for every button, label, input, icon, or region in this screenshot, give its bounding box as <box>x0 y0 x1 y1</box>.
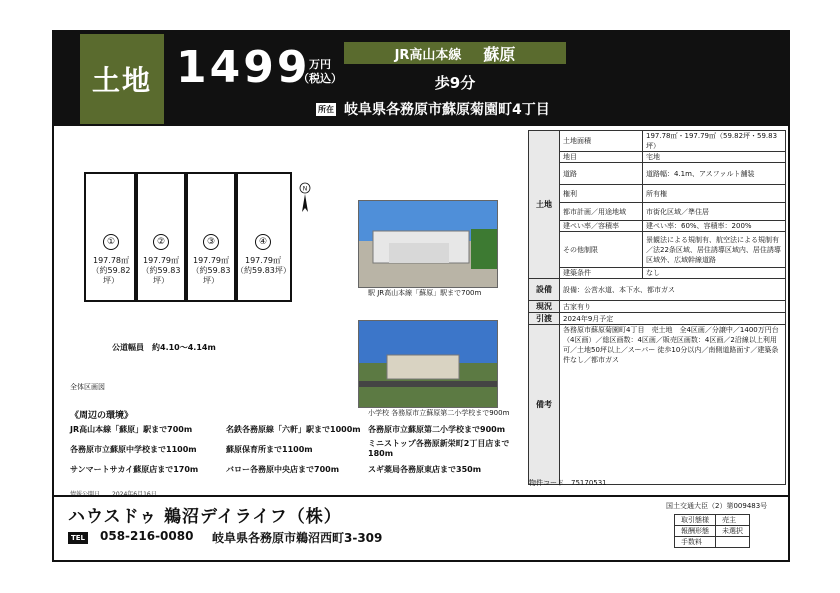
price-unit-yen: 万円 <box>309 58 331 71</box>
lot-area <box>236 256 290 276</box>
station-photo <box>358 200 498 288</box>
rail-line-name: JR高山本線 <box>394 47 462 63</box>
lot-area-tsubo: （約59.83坪） <box>236 266 291 275</box>
surroundings-item: 蘇原保育所まで1100m <box>226 445 313 454</box>
trade-key: 取引態様 <box>675 515 716 526</box>
lot-area <box>136 256 186 286</box>
trade-key: 手数料 <box>675 537 716 548</box>
lot-area-tsubo: （約59.82坪） <box>91 266 131 285</box>
phone-number[interactable]: 058-216-0080 <box>100 529 194 543</box>
spec-remarks-value: 各務原市蘇原菊園町4丁目 売土地 全4区画／分譲中／1400万円台（4区画）／総区画数：4区画／販売区画数：4区画／2沿線以上利用可／土地50坪以上／スーパー 徒歩10分以内／南側道路面す／建築条件なし／都市ガス <box>560 325 786 485</box>
office-address: 岐阜県各務原市鵜沼西町3-309 <box>212 531 383 545</box>
lot-number: ② <box>153 234 169 250</box>
spec-group-land: 土地 <box>529 131 560 279</box>
spec-current-value: 古家有り <box>560 301 786 313</box>
surroundings-item: JR高山本線「蘇原」駅まで700m <box>70 425 193 434</box>
north-arrow-icon <box>298 182 312 216</box>
lot-number: ③ <box>203 234 219 250</box>
walk-time: 歩9分 <box>434 74 476 92</box>
surroundings-item: サンマートサカイ蘇原店まで170m <box>70 465 199 474</box>
lot-area <box>86 256 136 286</box>
lot-area <box>186 256 236 286</box>
spec-value: 市街化区域／準住居 <box>643 203 786 221</box>
lot-number: ④ <box>255 234 271 250</box>
surroundings-item: ミニストップ各務原新栄町2丁目店まで180m <box>368 439 510 458</box>
spec-key: 権利 <box>560 185 643 203</box>
spec-value: 所有権 <box>643 185 786 203</box>
trade-key: 報酬形態 <box>675 526 716 537</box>
flyer-page <box>52 30 790 562</box>
spec-key: 道路 <box>560 163 643 185</box>
spec-key: その他制限 <box>560 232 643 268</box>
property-address: 岐阜県各務原市蘇原菊園町4丁目 <box>344 102 550 118</box>
lot-area-sqm: 197.78㎡ <box>93 256 129 265</box>
spec-value: 宅地 <box>643 152 786 163</box>
station-line-box <box>344 42 566 64</box>
spec-value: 景観法による規制有、航空法による規制有／法22条区域、居住誘導区域内、居住誘導区域外、広域幹線道路 <box>643 232 786 268</box>
trade-value <box>716 537 750 548</box>
license-number: 国土交通大臣（2）第009483号 <box>666 502 768 510</box>
surroundings-item: スギ薬局各務原東店まで350m <box>368 465 482 474</box>
lot-1 <box>84 172 138 302</box>
trade-terms-table <box>674 514 750 548</box>
surroundings-item: バロー各務原中央店まで700m <box>226 465 340 474</box>
tel-label: TEL <box>68 532 88 544</box>
address-label: 所在 <box>318 105 334 114</box>
spec-key: 土地面積 <box>560 131 643 152</box>
surroundings-item: 名鉄各務原線「六軒」駅まで1000m <box>226 425 361 434</box>
north-label: N <box>302 185 308 193</box>
property-type-label: 土地 <box>80 34 164 124</box>
spec-key: 都市計画／用途地域 <box>560 203 643 221</box>
spec-key: 建ぺい率／容積率 <box>560 221 643 232</box>
spec-group-remarks: 備考 <box>529 325 560 485</box>
road-width-label: 公道幅員 約4.10～4.14m <box>112 343 216 352</box>
spec-value: 建ぺい率：60%、容積率：200% <box>643 221 786 232</box>
surroundings-item: 各務原市立蘇原中学校まで1100m <box>70 445 197 454</box>
overall-plan-label: 全体区画図 <box>70 383 105 391</box>
station-name: 蘇原 <box>483 44 516 64</box>
lot-diagram <box>84 172 292 302</box>
spec-value: 197.78㎡・197.79㎡（59.82坪・59.83坪） <box>643 131 786 152</box>
lot-area-sqm: 197.79㎡ <box>143 256 179 265</box>
price: 1499 <box>176 42 311 93</box>
school-photo <box>358 320 498 408</box>
surroundings-item: 各務原市立蘇原第二小学校まで900m <box>368 425 506 434</box>
station-photo-caption: 駅 JR高山本線「蘇原」駅まで700m <box>368 289 482 297</box>
spec-value: 道路幅：4.1m、アスファルト舗装 <box>643 163 786 185</box>
spec-key: 建築条件 <box>560 268 643 279</box>
property-spec-table <box>528 130 786 482</box>
spec-facility-value: 設備：公営水道、本下水、都市ガス <box>560 279 786 301</box>
header-bar <box>54 32 788 126</box>
spec-value: なし <box>643 268 786 279</box>
lot-4 <box>234 172 292 302</box>
property-code: 物件コード 75170531 <box>529 479 607 487</box>
lot-3 <box>184 172 238 302</box>
spec-handover-key: 引渡 <box>529 313 560 325</box>
lot-2 <box>134 172 188 302</box>
price-unit <box>298 58 342 86</box>
surroundings-title: 《周辺の環境》 <box>70 411 134 421</box>
spec-key: 地目 <box>560 152 643 163</box>
trade-value: 未選択 <box>716 526 750 537</box>
footer-divider <box>54 495 788 497</box>
spec-handover-value: 2024年9月予定 <box>560 313 786 325</box>
company-name: ハウスドゥ 鵜沼デイライフ（株） <box>68 507 342 527</box>
lot-area-sqm: 197.79㎡ <box>245 256 281 265</box>
lot-area-tsubo: （約59.83坪） <box>141 266 181 285</box>
school-photo-caption: 小学校 各務原市立蘇原第二小学校まで900m <box>368 409 510 417</box>
spec-current-key: 現況 <box>529 301 560 313</box>
lot-area-sqm: 197.79㎡ <box>193 256 229 265</box>
price-unit-tax: （税込） <box>298 72 342 85</box>
trade-value: 売主 <box>716 515 750 526</box>
lot-area-tsubo: （約59.83坪） <box>191 266 231 285</box>
lot-number: ① <box>103 234 119 250</box>
spec-group-facility: 設備 <box>529 279 560 301</box>
